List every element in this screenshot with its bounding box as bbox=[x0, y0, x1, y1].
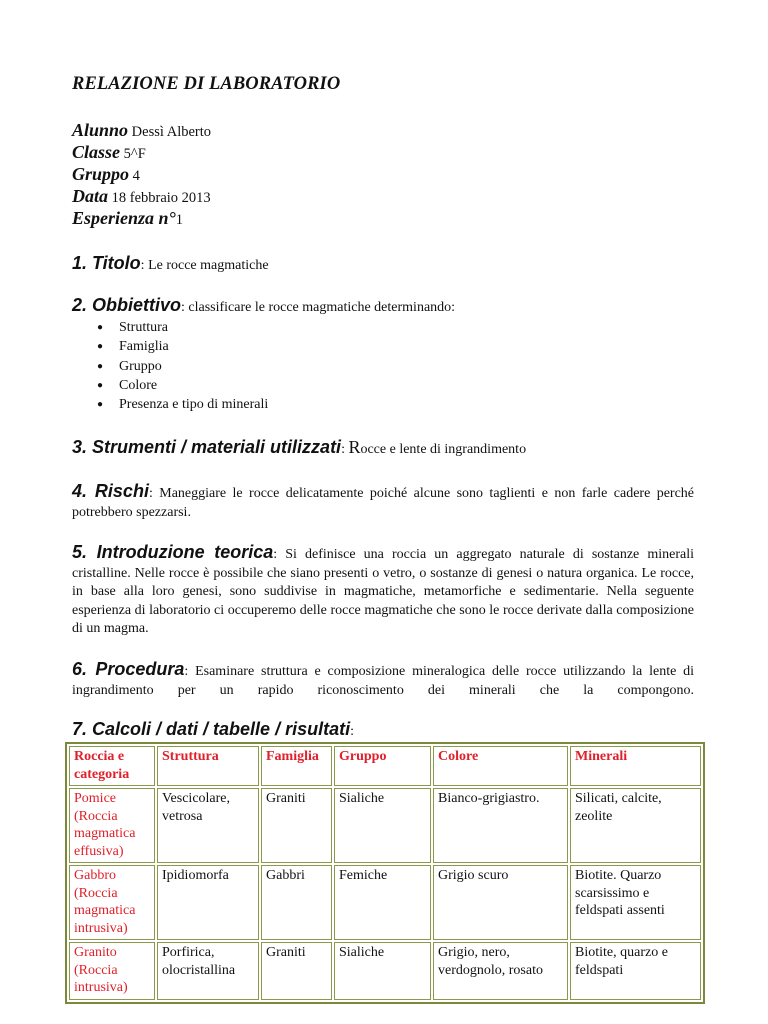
info-data bbox=[72, 186, 211, 207]
table-cell: Grigio, nero, verdognolo, rosato bbox=[433, 942, 568, 1000]
table-cell: Gabbri bbox=[261, 865, 332, 940]
table-cell: Grigio scuro bbox=[433, 865, 568, 940]
info-alunno-value: Dessì Alberto bbox=[131, 124, 212, 140]
section-introduzione-text: Si definisce una roccia un aggregato naturale di sostanze minerali cristalline. Nelle rocce è possibile che siano presenti o vetro, o sostanze di genesi o natura organica. Le rocce, in base alla loro genesi, sono suddivise in magmatiche, metamorfiche e sedimentarie. Nella seguente esperienza di laboratorio ci occuperemo delle rocce magmatiche che sono le rocce derivate dalla composizione di un magma. bbox=[72, 547, 695, 636]
info-esperienza bbox=[72, 208, 183, 229]
table-header-cell: Gruppo bbox=[334, 746, 431, 786]
info-esperienza-value: 1 bbox=[175, 212, 183, 228]
info-data-label: Data bbox=[72, 186, 108, 206]
bullet-icon: ● bbox=[97, 379, 104, 391]
info-data-value: 18 febbraio 2013 bbox=[111, 190, 211, 206]
section-strumenti-initial: R bbox=[348, 437, 361, 457]
section-strumenti-heading: 3. Strumenti / materiali utilizzati bbox=[72, 437, 342, 457]
table-header-cell: Famiglia bbox=[261, 746, 332, 786]
table-cell: Graniti bbox=[261, 788, 332, 863]
table-header-cell: Minerali bbox=[570, 746, 701, 786]
list-item-text: Colore bbox=[119, 377, 158, 393]
list-item bbox=[72, 395, 268, 414]
table-row bbox=[69, 942, 701, 1000]
section-rischi-heading: 4. Rischi bbox=[72, 481, 149, 501]
bullet-icon: ● bbox=[97, 322, 104, 333]
section-calcoli: 7. Calcoli / dati / tabelle / risultati: bbox=[72, 719, 354, 739]
section-introduzione-heading: 5. Introduzione teorica bbox=[72, 542, 274, 562]
section-introduzione: 5. Introduzione teorica: Si definisce una roccia un aggregato naturale di sostanze minerali cristalline. Nelle rocce è possibile che siano presenti o vetro, o sostanze di genesi o natura organica. Le rocce, in base alla loro genesi, sono suddivise in magmatiche, metamorfiche e sedimentarie. Nella seguente esperienza di laboratorio ci occuperemo delle rocce magmatiche che sono le rocce derivate dalla composizione di un magma. bbox=[72, 542, 695, 636]
section-rischi: 4. Rischi: Maneggiare le rocce delicatamente poiché alcune sono taglienti e non farle cadere perché potrebbero spezzarsi. bbox=[72, 481, 695, 520]
info-gruppo-label: Gruppo bbox=[72, 164, 130, 184]
list-item bbox=[72, 376, 268, 395]
section-calcoli-heading: 7. Calcoli / dati / tabelle / risultati bbox=[72, 719, 351, 739]
list-item bbox=[72, 337, 268, 356]
section-titolo-heading: 1. Titolo bbox=[72, 253, 141, 273]
table-cell: Biotite. Quarzo scarsissimo e feldspati assenti bbox=[570, 865, 701, 940]
info-classe bbox=[72, 142, 146, 163]
list-item-text: Gruppo bbox=[119, 358, 162, 374]
section-procedura-text: Esaminare struttura e composizione mineralogica delle rocce utilizzando la lente di ingrandimento per un rapido riconoscimento dei minerali che la compongono. bbox=[72, 664, 695, 698]
section-obbiettivo-heading: 2. Obbiettivo bbox=[72, 295, 182, 315]
section-procedura: 6. Procedura: Esaminare struttura e composizione mineralogica delle rocce utilizzando la lente di ingrandimento per un rapido riconoscimento dei minerali che la compongono. bbox=[72, 659, 695, 698]
bullet-icon: ● bbox=[97, 399, 104, 411]
info-classe-label: Classe bbox=[72, 142, 121, 162]
table-cell: Porfirica, olocristallina bbox=[157, 942, 259, 1000]
list-item-text: Famiglia bbox=[119, 339, 169, 355]
table-cell: Sialiche bbox=[334, 788, 431, 863]
info-alunno-label: Alunno bbox=[72, 120, 129, 140]
info-esperienza-label: Esperienza n° bbox=[72, 208, 176, 228]
section-procedura-heading: 6. Procedura bbox=[72, 659, 185, 679]
list-item-text: Struttura bbox=[119, 320, 168, 335]
results-table bbox=[65, 742, 705, 1004]
table-header-cell: Roccia e categoria bbox=[69, 746, 155, 786]
table-cell-category: Gabbro (Roccia magmatica intrusiva) bbox=[69, 865, 155, 940]
obbiettivo-list bbox=[72, 318, 268, 414]
table-header-cell: Struttura bbox=[157, 746, 259, 786]
table-cell: Biotite, quarzo e feldspati bbox=[570, 942, 701, 1000]
section-obbiettivo-text: classificare le rocce magmatiche determinando: bbox=[188, 300, 456, 315]
list-item bbox=[72, 318, 268, 337]
table-cell-category: Granito (Roccia intrusiva) bbox=[69, 942, 155, 1000]
table-cell: Silicati, calcite, zeolite bbox=[570, 788, 701, 863]
info-gruppo bbox=[72, 164, 140, 185]
section-rischi-text: Maneggiare le rocce delicatamente poiché alcune sono taglienti e non farle cadere perché potrebbero spezzarsi. bbox=[72, 486, 695, 520]
table-row bbox=[69, 788, 701, 863]
bullet-icon: ● bbox=[97, 360, 104, 372]
table-cell: Bianco-grigiastro. bbox=[433, 788, 568, 863]
table-cell: Graniti bbox=[261, 942, 332, 1000]
section-titolo: 1. Titolo: Le rocce magmatiche bbox=[72, 253, 269, 273]
section-obbiettivo: 2. Obbiettivo: classificare le rocce magmatiche determinando: bbox=[72, 295, 456, 315]
section-titolo-text: Le rocce magmatiche bbox=[148, 258, 269, 273]
info-classe-value: 5^F bbox=[123, 146, 146, 162]
info-gruppo-value: 4 bbox=[132, 168, 140, 184]
section-strumenti-text: occe e lente di ingrandimento bbox=[360, 442, 527, 457]
list-item bbox=[72, 357, 268, 376]
table-header-row bbox=[69, 746, 701, 786]
table-header-cell: Colore bbox=[433, 746, 568, 786]
table-row bbox=[69, 865, 701, 940]
list-item-text: Presenza e tipo di minerali bbox=[119, 397, 269, 413]
report-title: RELAZIONE DI LABORATORIO bbox=[72, 74, 341, 94]
table-cell-category: Pomice (Roccia magmatica effusiva) bbox=[69, 788, 155, 863]
bullet-icon: ● bbox=[97, 341, 104, 353]
table-cell: Ipidiomorfa bbox=[157, 865, 259, 940]
table-cell: Sialiche bbox=[334, 942, 431, 1000]
table-cell: Femiche bbox=[334, 865, 431, 940]
section-strumenti: 3. Strumenti / materiali utilizzati: Rocce e lente di ingrandimento bbox=[72, 437, 527, 457]
info-alunno bbox=[72, 120, 211, 141]
table-cell: Vescicolare, vetrosa bbox=[157, 788, 259, 863]
